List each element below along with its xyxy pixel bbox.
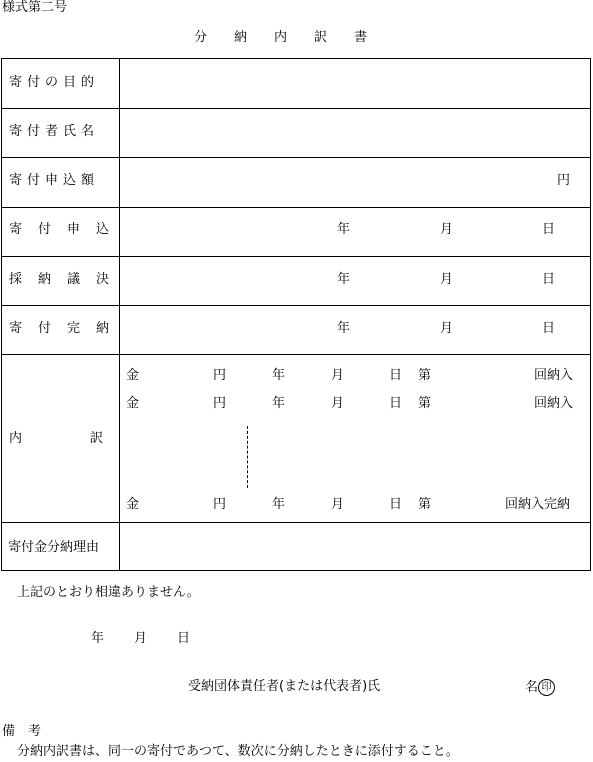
breakdown-2-year: 年 [272,396,286,411]
breakdown-2-month: 月 [331,396,345,411]
continuation-dash [247,426,248,488]
name-label: 名 [525,680,539,695]
acceptance-year-unit: 年 [337,272,351,287]
breakdown-2-payment: 回納入 [534,396,574,411]
breakdown-last-payment-complete: 回納入完納 [505,497,571,512]
label-donor-name: 寄付者氏名 [9,124,100,139]
breakdown-last-kin: 金 [126,497,140,512]
application-year-unit: 年 [337,222,351,237]
breakdown-last-month: 月 [331,497,345,512]
breakdown-1-month: 月 [331,368,345,383]
breakdown-1-payment: 回納入 [534,368,574,383]
completion-month-unit: 月 [440,321,454,336]
label-reason: 寄付金分納理由 [8,540,100,555]
breakdown-last-day: 日 [389,497,403,512]
application-day-unit: 日 [542,222,556,237]
breakdown-last-year: 年 [272,497,286,512]
footer-date-year: 年 [91,631,105,646]
breakdown-last-dai: 第 [418,497,432,512]
form-number: 様式第二号 [2,0,68,15]
breakdown-1-year: 年 [272,368,286,383]
label-completion: 寄付完納 [9,321,126,336]
row-divider [2,108,590,109]
acceptance-month-unit: 月 [440,272,454,287]
row-divider [2,157,590,158]
acceptance-day-unit: 日 [542,272,556,287]
row-divider [2,256,590,257]
breakdown-2-dai: 第 [418,396,432,411]
form-title: 分納内訳書 [194,30,395,45]
label-application: 寄付申込 [9,222,126,237]
breakdown-2-kin: 金 [126,396,140,411]
row-divider [2,207,590,208]
remarks-text: 分納内訳書は、同一の寄付であつて、数次に分納したときに添付すること。 [17,744,459,759]
completion-day-unit: 日 [542,321,556,336]
breakdown-2-yen: 円 [213,396,227,411]
row-divider [2,354,590,355]
label-acceptance: 採納議決 [9,272,126,287]
breakdown-last-yen: 円 [213,497,227,512]
footer-date-month: 月 [134,631,148,646]
breakdown-1-kin: 金 [126,368,140,383]
label-purpose: 寄付の目的 [9,75,100,90]
signer-label: 受納団体責任者(または代表者)氏 [188,679,381,694]
footer-date-day: 日 [177,631,191,646]
breakdown-1-dai: 第 [418,368,432,383]
breakdown-1-yen: 円 [213,368,227,383]
completion-year-unit: 年 [337,321,351,336]
application-month-unit: 月 [440,222,454,237]
label-breakdown: 内訳 [9,431,172,446]
name-with-seal [525,679,555,696]
statement-text: 上記のとおり相違ありません。 [17,585,200,600]
row-divider [2,305,590,306]
breakdown-1-day: 日 [389,368,403,383]
seal-mark: 印 [538,679,555,696]
label-amount: 寄付申込額 [9,173,100,188]
remarks-label: 備 考 [2,724,42,739]
column-divider [119,59,120,570]
breakdown-2-day: 日 [389,396,403,411]
amount-yen-unit: 円 [557,173,571,188]
row-divider [2,522,590,523]
